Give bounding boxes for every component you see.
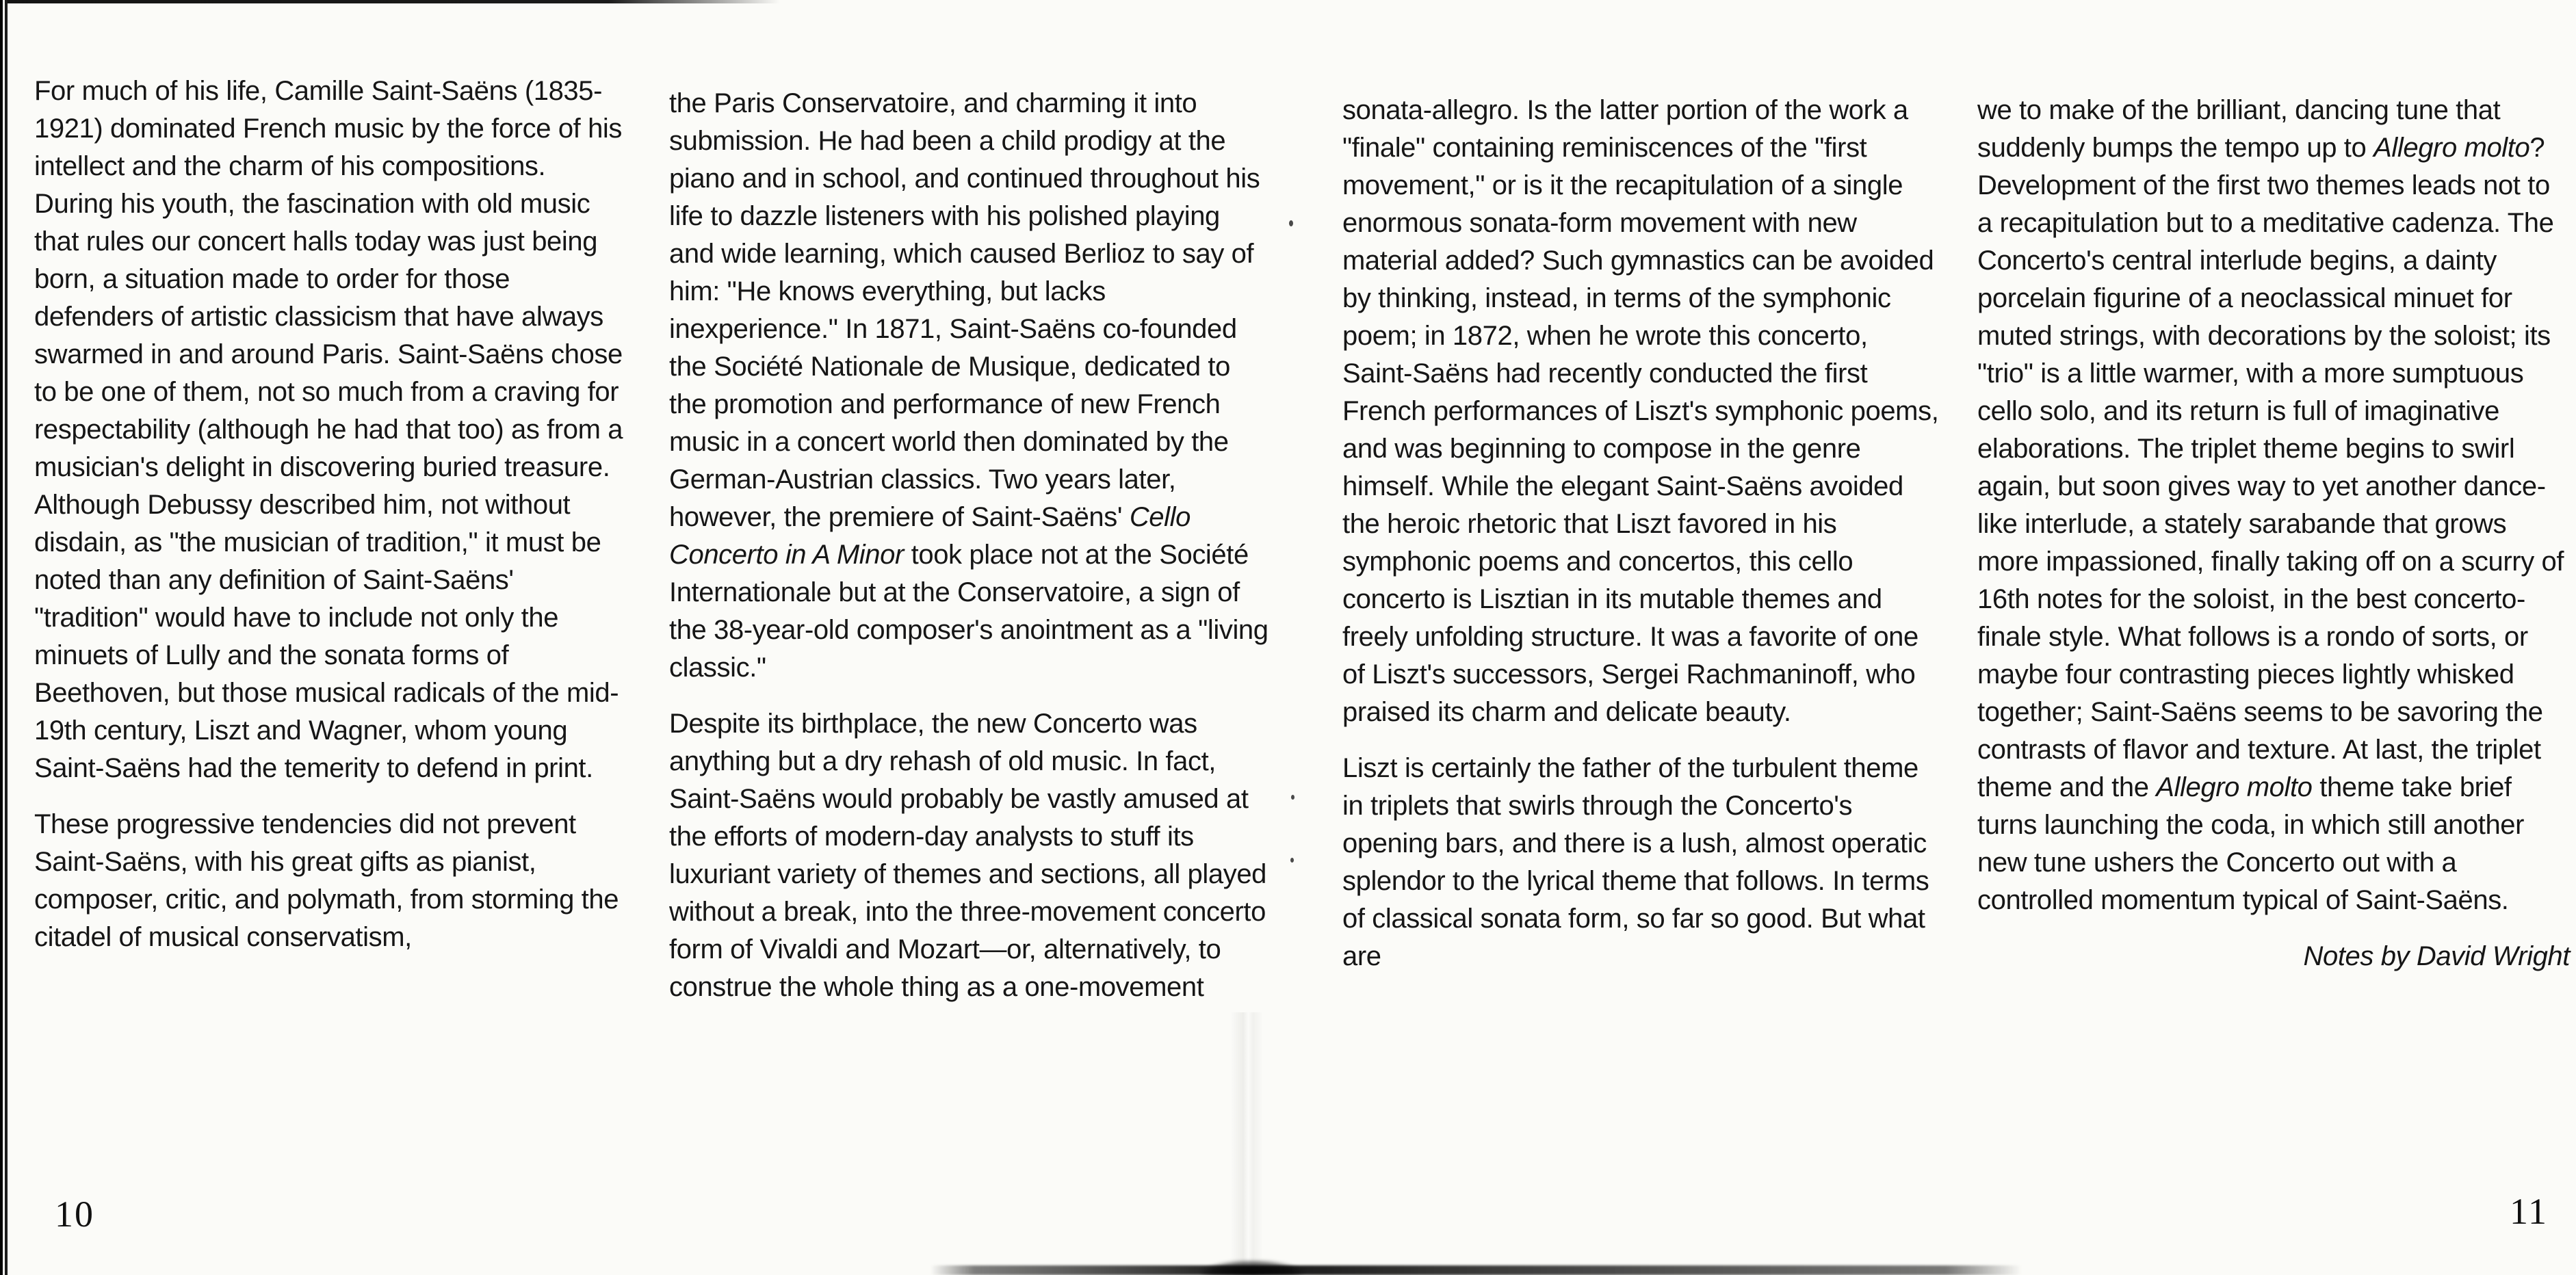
text-run: we to make of the brilliant, dancing tune that suddenly bumps the tempo up to — [1977, 95, 2501, 163]
paragraph: For much of his life, Camille Saint-Saëns (1835-1921) dominated French music by the force of his intellect and the charm of his compositions. During his youth, the fascination with old music that rules our concert halls today was just being born, a situation made to order for those defenders of artistic classicism that have always swarmed in and around Paris. Saint-Saëns chose to be one of them, not so much from a craving for respectability (although he had that too) as from a musician's delight in discovering buried treasure. Although Debussy described him, not without disdain, as "the musician of tradition," it must be noted than any definition of Saint-Saëns' "tradition" would have to include not only the minuets of Lully and the sonata forms of Beethoven, but those musical radicals of the mid-19th century, Liszt and Wagner, whom young Saint-Saëns had the temerity to defend in print. — [34, 76, 623, 783]
paragraph: Despite its birthplace, the new Concerto was anything but a dry rehash of old music. In fact, Saint-Saëns would probably be vastly amused at the efforts of modern-day analysts to stuff its luxuriant variety of themes and sections, all played without a break, into the three-movement concerto form of Vivaldi and Mozart—or, alternatively, to construe the whole thing as a one-movement — [669, 709, 1267, 1002]
scan-top-edge-line — [0, 0, 780, 3]
page-number-right: 11 — [2510, 1191, 2548, 1232]
text-column-3 — [1342, 92, 1942, 975]
scan-speck — [1289, 220, 1293, 226]
text-run: the Paris Conservatoire, and charming it into submission. He had been a child prodigy at the piano and in school, and continued throughout his life to dazzle listeners with his polished playing and wide learning, which caused Berlioz to say of him: "He knows everything, but lacks inexperience." In 1871, Saint-Saëns co-founded the Société Nationale de Musique, dedicated to the promotion and performance of new French music in a concert world then dominated by the German-Austrian classics. Two years later, however, the premiere of Saint-Saëns' — [669, 88, 1260, 532]
paragraph: Liszt is certainly the father of the turbulent theme in triplets that swirls through the Concerto's opening bars, and there is a lush, almost operatic splendor to the lyrical theme that follows. In terms of classical sonata form, so far so good. But what are — [1342, 753, 1929, 971]
scan-speck — [1291, 795, 1294, 800]
paragraph — [669, 85, 1269, 687]
tempo-term-italic: Allegro molto — [2156, 772, 2313, 802]
scan-bottom-shadow — [931, 1265, 2022, 1275]
work-title-italic: Cello Concerto in A Minor — [669, 502, 1191, 570]
paragraph: sonata-allegro. Is the latter portion of the work a "finale" containing reminiscences of the "first movement," or is it the recapitulation of a single enormous sonata-form movement with new material added? Such gymnastics can be avoided by thinking, instead, in terms of the symphonic poem; in 1872, when he wrote this concerto, Saint-Saëns had recently conducted the first French performances of Liszt's symphonic poems, and was beginning to compose in the genre himself. While the elegant Saint-Saëns avoided the heroic rhetoric that Liszt favored in his symphonic poems and concertos, this cello concerto is Lisztian in its mutable themes and freely unfolding structure. It was a favorite of one of Liszt's successors, Sergei Rachmaninoff, who praised its charm and delicate beauty. — [1342, 95, 1939, 727]
tempo-term-italic: Allegro molto — [2373, 133, 2530, 163]
paragraph: These progressive tendencies did not prevent Saint-Saëns, with his great gifts as pianist, composer, critic, and polymath, from storming the citadel of musical conservatism, — [34, 809, 619, 952]
text-run: took place not at the Société Internationale but at the Conservatoire, a sign of the 38-year-old composer's anointment as a "living classic." — [669, 540, 1269, 683]
scan-bottom-shadow-blob — [1201, 1260, 1303, 1275]
paragraph — [1977, 92, 2571, 919]
text-run: theme take brief turns launching the coda, in which still another new tune ushers the Concerto out with a controlled momentum typical of Saint-Saëns. — [1977, 772, 2525, 915]
scan-left-edge-line — [0, 0, 9, 1275]
text-column-4 — [1977, 92, 2571, 975]
page-number-left: 10 — [55, 1194, 94, 1235]
text-column-1 — [34, 73, 624, 956]
text-column-2 — [669, 85, 1269, 1006]
text-run: ? Development of the first two themes leads not to a recapitulation but to a meditative cadenza. The Concerto's central interlude begins, a dainty porcelain figurine of a neoclassical minuet for muted strings, with decorations by the soloist; its "trio" is a little warmer, with a more sumptuous cello solo, and its return is full of imaginative elaborations. The triplet theme begins to swirl again, but soon gives way to yet another dance-like interlude, a stately sarabande that grows more impassioned, finally taking off on a scurry of 16th notes for the soloist, in the best concerto-finale style. What follows is a rondo of sorts, or maybe four contrasting pieces lightly whisked together; Saint-Saëns seems to be savoring the contrasts of flavor and texture. At last, the triplet theme and the — [1977, 133, 2564, 802]
scan-speck — [1290, 858, 1294, 863]
author-credit: Notes by David Wright — [2303, 941, 2570, 971]
center-fold-crease — [1230, 1012, 1263, 1275]
